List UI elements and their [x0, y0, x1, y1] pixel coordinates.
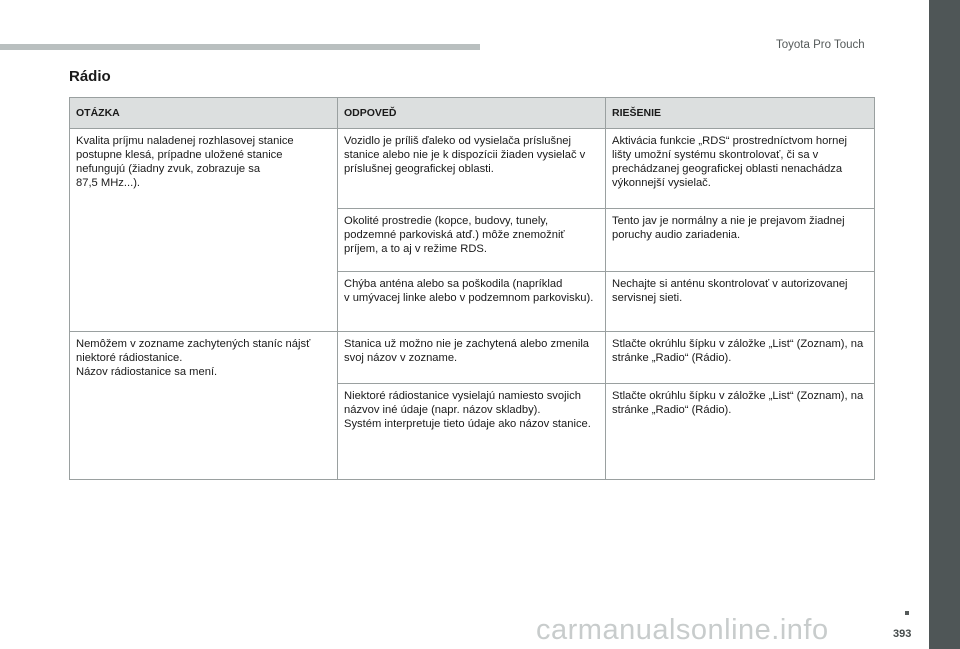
page-marker-dot	[905, 611, 909, 615]
solution-text: Aktivácia funkcie „RDS“ prostredníctvom hornej lišty umožní systému skontrolovať, či sa v prechádzanej geografickej oblasti nenachádza výkonnejší vysielač.	[612, 135, 848, 189]
answer-text: Stanica už možno nie je zachytená alebo zmenila svoj názov v zozname.	[344, 338, 590, 364]
section-title: Rádio	[69, 68, 111, 85]
solution-text: Stlačte okrúhlu šípku v záložke „List“ (Zoznam), na stránke „Radio“ (Rádio).	[612, 338, 864, 364]
top-rule	[0, 44, 480, 50]
answer-text: Niektoré rádiostanice vysielajú namiesto svojich názvov iné údaje (napr. názov skladby). Systém interpretuje tieto údaje ako názov stanice.	[344, 390, 591, 430]
answer-cell	[338, 384, 606, 480]
solution-text: Nechajte si anténu skontrolovať v autorizovanej servisnej sieti.	[612, 278, 848, 304]
watermark: carmanualsonline.info	[536, 614, 829, 646]
answer-text: Okolité prostredie (kopce, budovy, tunely, podzemné parkoviská atď.) môže znemožniť príjem, a to aj v režime RDS.	[344, 215, 565, 255]
solution-text: Stlačte okrúhlu šípku v záložke „List“ (Zoznam), na stránke „Radio“ (Rádio).	[612, 390, 864, 416]
answer-cell	[338, 209, 606, 272]
solution-cell	[606, 384, 875, 480]
answer-text: Chýba anténa alebo sa poškodila (napríklad v umývacej linke alebo v podzemnom parkovisku).	[344, 278, 594, 304]
question-text: Nemôžem v zozname zachytených staníc nájsť niektoré rádiostanice. Názov rádiostanice sa mení.	[76, 338, 311, 378]
answer-cell	[338, 332, 606, 384]
solution-text: Tento jav je normálny a nie je prejavom žiadnej poruchy audio zariadenia.	[612, 215, 845, 241]
table-row	[70, 129, 875, 209]
table-header-row	[70, 98, 875, 129]
table-row	[70, 332, 875, 384]
question-cell	[70, 129, 338, 332]
answer-cell	[338, 129, 606, 209]
solution-cell	[606, 129, 875, 209]
header-question: OTÁZKA	[70, 98, 338, 129]
question-cell	[70, 332, 338, 480]
page-number: 393	[893, 628, 912, 640]
question-text: Kvalita príjmu naladenej rozhlasovej stanice postupne klesá, prípadne uložené stanice nefungujú (žiadny zvuk, zobrazuje sa 87,5 MHz...).	[76, 135, 294, 189]
troubleshooting-table	[69, 97, 875, 480]
solution-cell	[606, 332, 875, 384]
side-band	[929, 0, 960, 649]
answer-cell	[338, 272, 606, 332]
header-solution: RIEŠENIE	[606, 98, 875, 129]
solution-cell	[606, 272, 875, 332]
answer-text: Vozidlo je príliš ďaleko od vysielača príslušnej stanice alebo nie je k dispozícii žiaden vysielač v príslušnej geografickej oblasti.	[344, 135, 586, 175]
manual-title: Toyota Pro Touch	[776, 39, 865, 51]
solution-cell	[606, 209, 875, 272]
header-answer: ODPOVEĎ	[338, 98, 606, 129]
